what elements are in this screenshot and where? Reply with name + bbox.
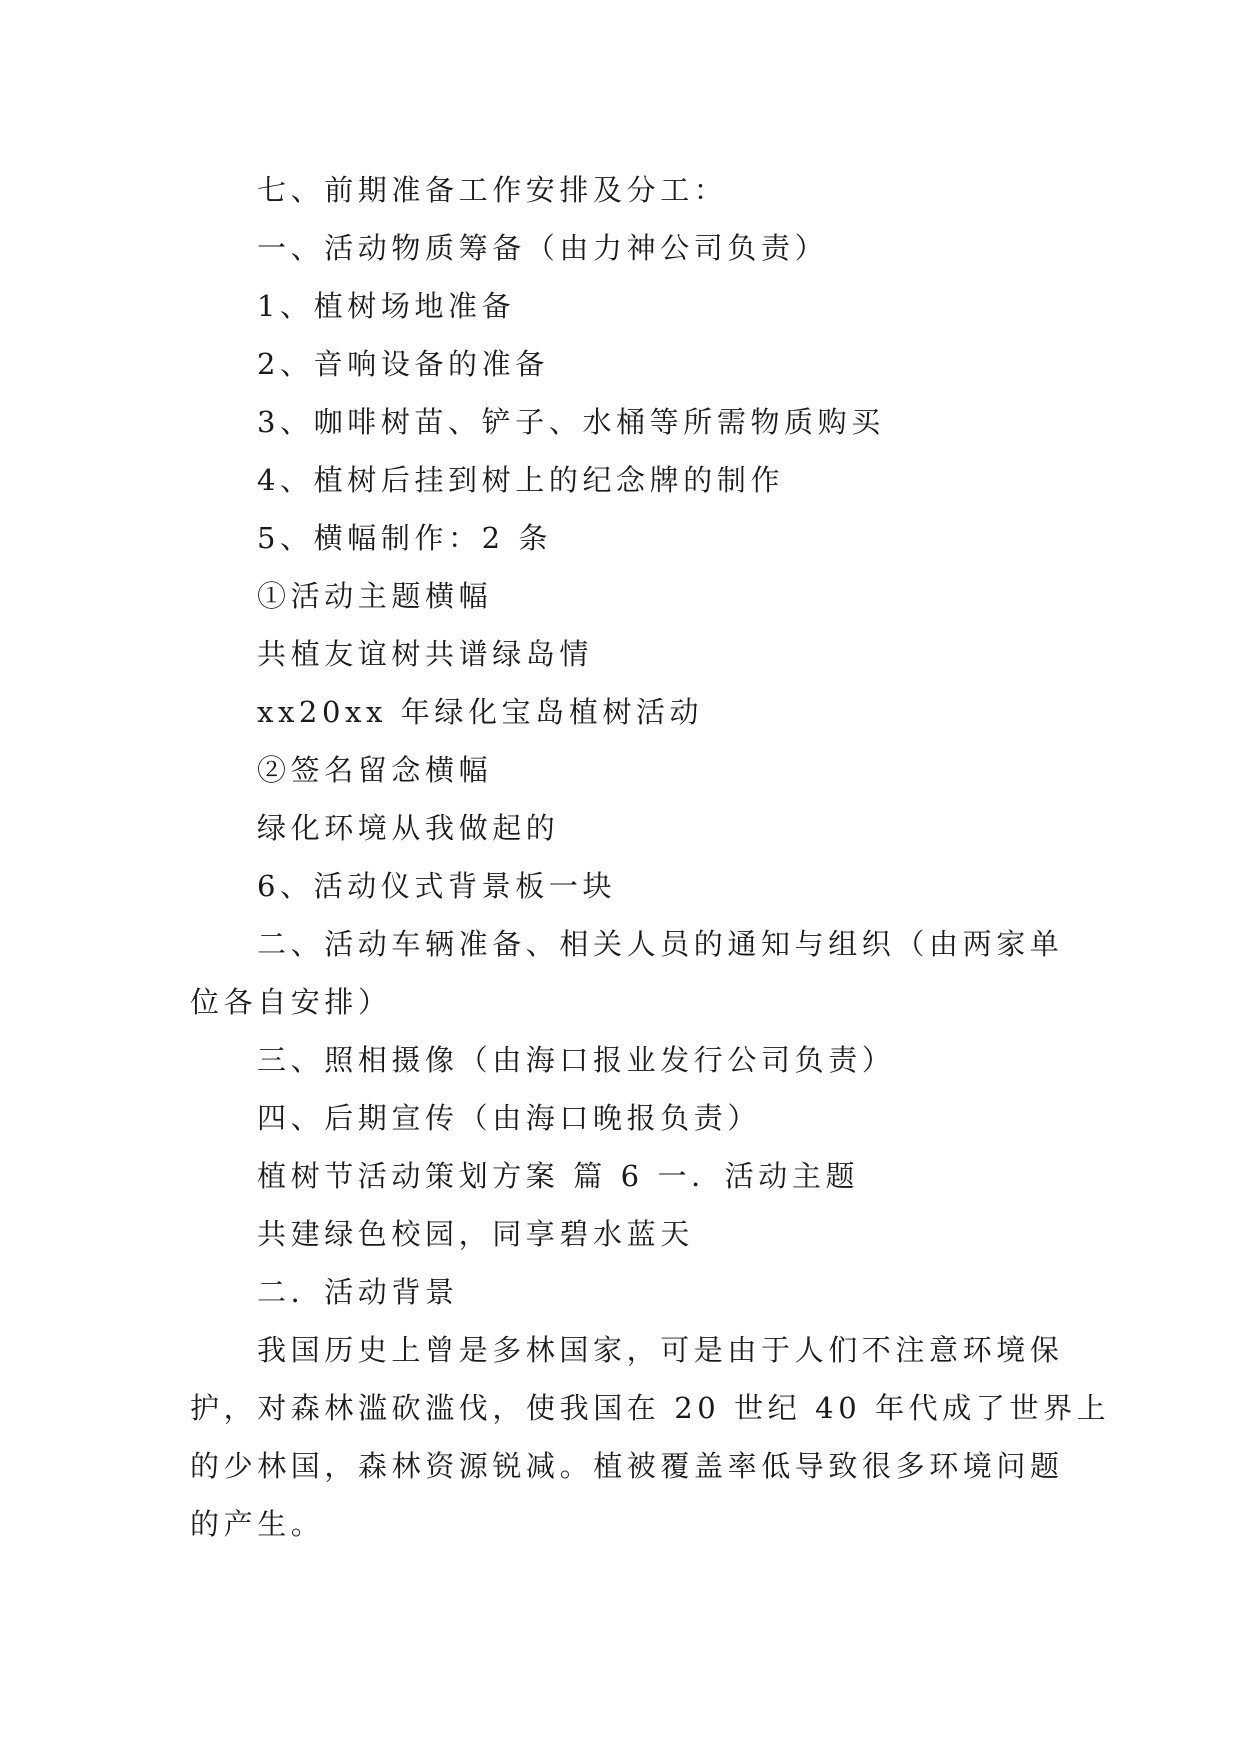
background-paragraph-line-3: 的少林国，森林资源锐减。植被覆盖率低导致很多环境问题 [190,1449,1064,1483]
background-paragraph-line-1: 我国历史上曾是多林国家，可是由于人们不注意环境保 [257,1333,1064,1367]
list-item-purchase: 3、咖啡树苗、铲子、水桶等所需物质购买 [257,405,885,439]
list-item-banner: 5、横幅制作：2 条 [257,521,553,555]
list-item-site: 1、植树场地准备 [257,289,516,323]
activity-background-heading: 二．活动背景 [257,1275,459,1309]
list-item-audio: 2、音响设备的准备 [257,347,549,381]
plan-six-title: 植树节活动策划方案 篇 6 一．活动主题 [257,1159,860,1193]
banner-sign-heading: ②签名留念横幅 [257,753,493,787]
section-two-vehicles-cont: 位各自安排） [190,985,392,1019]
section-three-photo: 三、照相摄像（由海口报业发行公司负责） [257,1043,896,1077]
list-item-plaque: 4、植树后挂到树上的纪念牌的制作 [257,463,785,497]
list-item-backdrop: 6、活动仪式背景板一块 [257,869,617,903]
section-one-materials: 一、活动物质筹备（由力神公司负责） [257,231,829,265]
banner-theme-line-1: 共植友谊树共谱绿岛情 [257,637,594,671]
section-two-vehicles: 二、活动车辆准备、相关人员的通知与组织（由两家单 [257,927,1064,961]
activity-theme-text: 共建绿色校园，同享碧水蓝天 [257,1217,694,1251]
section-four-publicity: 四、后期宣传（由海口晚报负责） [257,1101,762,1135]
background-paragraph-line-4: 的产生。 [190,1507,325,1541]
banner-theme-line-2: xx20xx 年绿化宝岛植树活动 [257,695,704,729]
heading-seven-preparation: 七、前期准备工作安排及分工： [257,173,728,207]
banner-sign-line: 绿化环境从我做起的 [257,811,560,845]
background-paragraph-line-2: 护，对森林滥砍滥伐，使我国在 20 世纪 40 年代成了世界上 [190,1391,1111,1425]
banner-theme-heading: ①活动主题横幅 [257,579,493,613]
